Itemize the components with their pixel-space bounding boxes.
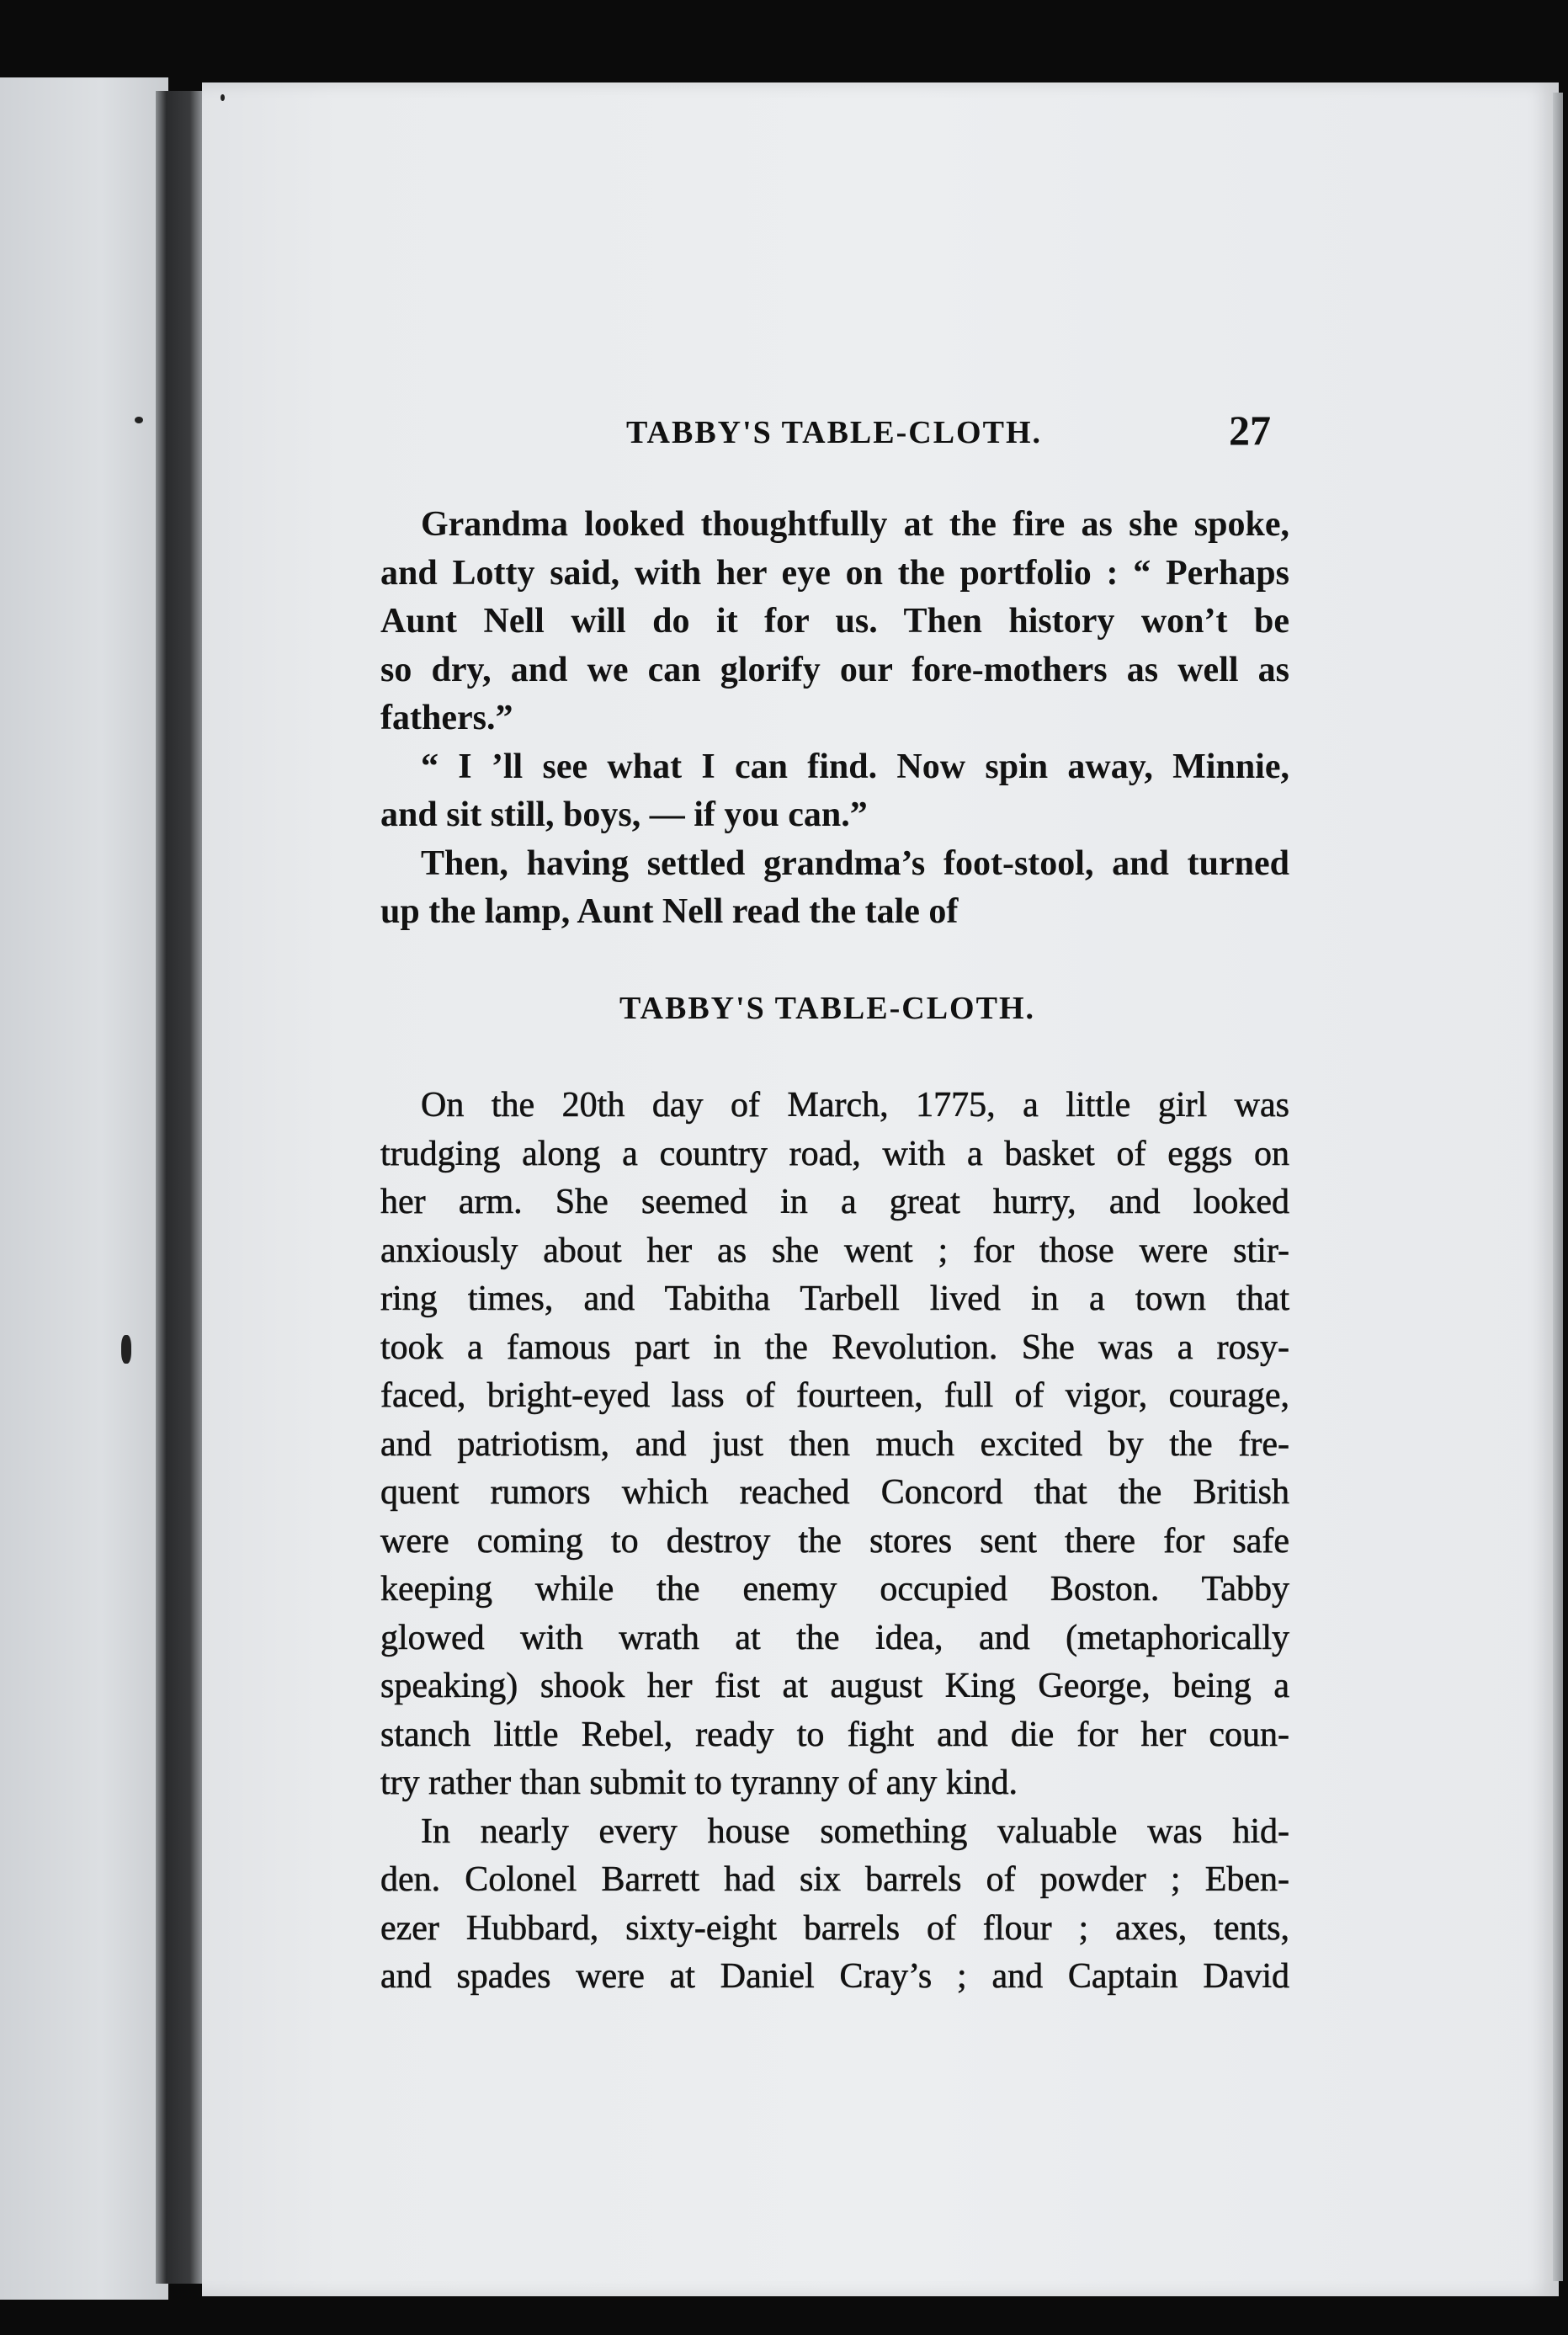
text-line: trudging along a country road, with a basket of eggs on bbox=[380, 1134, 1289, 1173]
text-line: took a famous part in the Revolution. She was a rosy- bbox=[380, 1327, 1289, 1367]
text-line: so dry, and we can glorify our fore-mothers as well as bbox=[380, 650, 1289, 689]
text-line: ezer Hubbard, sixty-eight barrels of flour ; axes, tents, bbox=[380, 1908, 1289, 1948]
ink-speck bbox=[135, 417, 143, 423]
text-line: den. Colonel Barrett had six barrels of powder ; Eben- bbox=[380, 1860, 1289, 1899]
running-header-title: TABBY'S TABLE-CLOTH. bbox=[626, 415, 1043, 450]
page-right-edge bbox=[1553, 93, 1563, 2281]
text-line: In nearly every house something valuable was hid- bbox=[421, 1811, 1289, 1851]
text-line: her arm. She seemed in a great hurry, and looked bbox=[380, 1183, 1289, 1221]
text-line: fathers.” bbox=[380, 699, 513, 737]
text-line: stanch little Rebel, ready to fight and die for her coun- bbox=[380, 1715, 1289, 1754]
ink-speck bbox=[221, 94, 225, 101]
text-line: Then, having settled grandma’s foot-stool, and turned bbox=[421, 843, 1289, 883]
text-line: ring times, and Tabitha Tarbell lived in a town that bbox=[380, 1279, 1289, 1318]
text-line: and Lotty said, with her eye on the portfolio : “ Perhaps bbox=[380, 553, 1289, 593]
section-title: TABBY'S TABLE-CLOTH. bbox=[619, 991, 1036, 1026]
text-line: anxiously about her as she went ; for those were stir- bbox=[380, 1231, 1289, 1270]
text-line: speaking) shook her fist at august King George, being a bbox=[380, 1667, 1289, 1705]
book-binding-gutter bbox=[156, 91, 205, 2284]
intro-text bbox=[380, 501, 1289, 937]
text-line: “ I ’ll see what I can find. Now spin away, Minnie, bbox=[421, 747, 1289, 786]
story-text bbox=[380, 1082, 1289, 2002]
text-line: glowed with wrath at the idea, and (metaphorically bbox=[380, 1618, 1289, 1657]
text-line: try rather than submit to tyranny of any kind. bbox=[380, 1763, 1018, 1802]
text-line: up the lamp, Aunt Nell read the tale of bbox=[380, 892, 959, 931]
text-line: keeping while the enemy occupied Boston. Tabby bbox=[380, 1570, 1289, 1609]
facing-page-edge bbox=[0, 77, 168, 2300]
text-line: were coming to destroy the stores sent there for safe bbox=[380, 1521, 1289, 1561]
text-line: and patriotism, and just then much excited by the fre- bbox=[380, 1424, 1289, 1464]
text-line: quent rumors which reached Concord that the British bbox=[380, 1473, 1289, 1512]
ink-speck bbox=[121, 1335, 131, 1364]
text-line: On the 20th day of March, 1775, a little girl was bbox=[421, 1086, 1289, 1125]
text-line: and sit still, boys, — if you can.” bbox=[380, 795, 868, 834]
text-line: and spades were at Daniel Cray’s ; and Captain David bbox=[380, 1957, 1289, 1996]
text-line: Aunt Nell will do it for us. Then history won’t be bbox=[380, 602, 1289, 641]
text-line: faced, bright-eyed lass of fourteen, full of vigor, courage, bbox=[380, 1376, 1289, 1415]
text-line: Grandma looked thoughtfully at the fire as she spoke, bbox=[421, 505, 1289, 544]
page-number: 27 bbox=[1229, 407, 1271, 454]
